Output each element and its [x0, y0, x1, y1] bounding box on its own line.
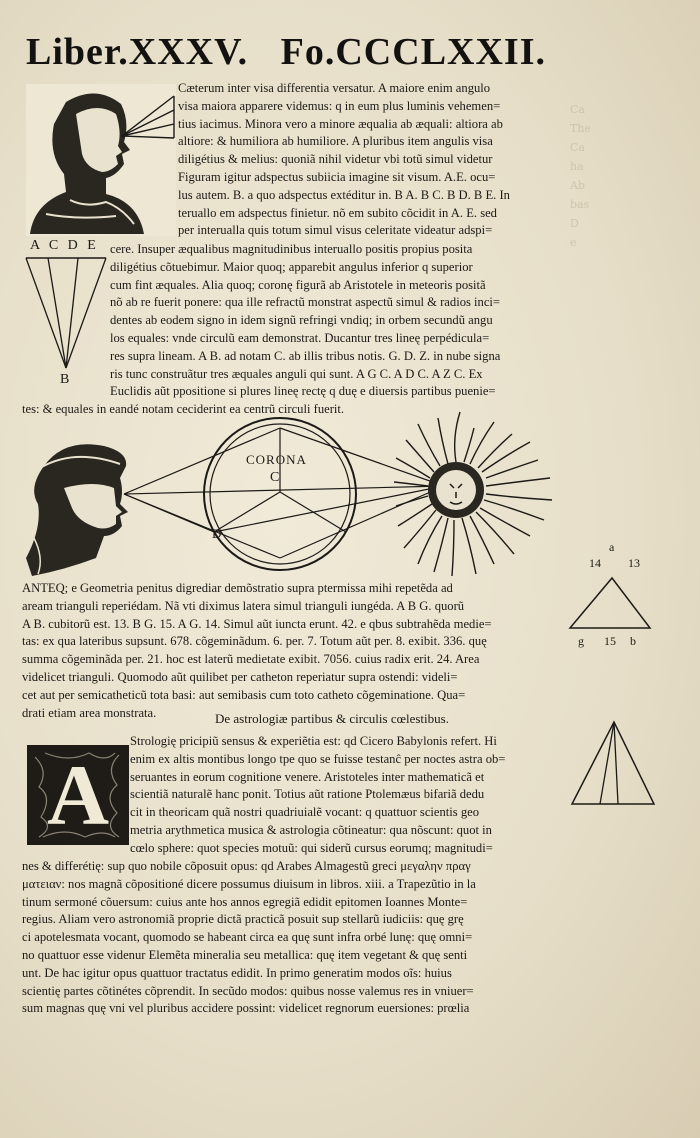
sun-icon [428, 462, 484, 518]
paragraph-corona: cere. Insuper æqualibus magnitudinibus interuallo positis propius posita diligétius cõtuebimur. Maior quoq; apparebit angulus inferior q superior cum fint æquales. Alia quoq; coronę figurã ab Aristotele in meteoris positã nõ ab re fuerit ponere: qua ille refractũ monstrat aspectũ simul & radios inci= dentes ab eodem signo in idem signũ refringi vndiq; in orbem secundũ angu los equales: vnde circulũ eam demonstrat. Ducantur tres lineę perpédicula= res supra lineam. A B. ad notam C. ab illis tribus notis. G. D. Z. in nube signa ris tunc construãtur tres æquales anguli qui sunt. A G C. A D C. A Z C. Ex Euclidis aũt ppositione si plures lineę rectę q duę e diuersis partibus puenie= [110, 242, 501, 399]
corona-title: CORONA [246, 452, 307, 467]
drop-cap [27, 745, 129, 845]
paragraph-astrology-start: Strologię pricipiũ sensus & experiẽtia est: qd Cicero Babylonis refert. Hi enim ex altis montibus longo tpe quo se fuisse testanĉ per noctes astra ob= seruantes in eorum cognitione venere. Aristoteles inter mathematicã et scientiã naturalẽ hanc ponit. Totius aũt ratione Ptolemæus bifariã dedu cit in theoricam quã nostri quadriuialẽ vocant: q quattuor scientis geo metria arythmetica musica & astrologia cõtineatur: qua nõscunt: quot in cœlo sphere: quot species motuũ: qui siderũ cursus eorumq; magnitudi= [130, 734, 506, 855]
corona-label-d: D [212, 526, 222, 541]
drop-cap-letter: A [46, 747, 110, 843]
bleed-through-text: Ca The Ca ha Ab bas D e [570, 103, 591, 249]
triangle-label-base: 15 [604, 634, 616, 648]
section-heading: De astrologiæ partibus & circulis cœlestibus. [215, 711, 449, 726]
folio-number: Fo.CCCLXXII. [280, 31, 547, 73]
triangle-label-a: a [609, 540, 615, 554]
triangle-label-right-side: 13 [628, 556, 640, 570]
paragraph-astrology: nes & differétię: sup quo nobile cõposuit opus: qd Arabes Almagestũ greci μεγαλην πραγ ματειαν: nos magnã cõpositioné dicere possumus diuisum in libros. xiii. a Trapezũtio in la tinum sermoné cõuersum: cuius ante hos annos egregiã edidit epitomen Ioannes Monte= regius. Aliam vero astronomiã proprie dictã practicã posuit sup stellarũ iudiciis: quę grę ci apotelesmata vocant, quomodo se habeant circa ea quę sunt infra orbé lunę: quę omni= no quattuor esse videnur Elemẽta mineralia seu metallica: quę item vegetant & quę senti unt. De hac igitur opus quattuor tractatus edidit. In primo generatim modos oĩs: huius scientię partes cõtinétes cõprendit. In secũdo modos: quibus nosse valemus res in vniuer= sum magnas quę vni vel pluribus accidere possint: videlicet regnorum euersiones: prœlia [22, 859, 476, 1016]
pyramid-diagram [570, 720, 656, 808]
book-number: Liber.XXXV. [26, 31, 249, 73]
triangle-label-left-side: 14 [589, 556, 601, 570]
triangle-label-b: b [630, 634, 636, 648]
visual-angle-diagram [26, 256, 110, 372]
corona-woodcut-illustration [24, 408, 560, 580]
corona-label-c: C [270, 470, 280, 485]
vision-woodcut-illustration [26, 84, 176, 236]
paragraph-corona-end: tes: & equales in eandé notam ceciderint ea centrũ circuli fuerit. [22, 402, 345, 416]
triangle-label-g: g [578, 634, 584, 648]
diagram-top-labels: A C D E [30, 238, 99, 253]
triangle-abg-diagram [568, 576, 652, 632]
page-header [26, 30, 546, 74]
paragraph-geometry: ANTEQ; e Geometria penitus digrediar demõstratio supra ptermissa mihi repetẽda ad aream trianguli reperiédam. Nã vti diximus latera simul trianguli iungéda. A B G. quorũ A B. cubitorũ est. 13. B G. 15. A G. 14. Simul aũt iuncta erunt. 42. e qbus subtrahẽda medie= tas: ex qua lateribus supsunt. 678. cõgeminãdum. 6. per. 7. Totum aũt per. 8. exibit. 336. quę summa cõgeminãda per. 21. hoc est laterũ medietate exibit. 7056. cuius radix erit. 24. Area videlicet trianguli. Quomodo aũt quilibet per catheton reperiatur supra ostendi: videli= cet aut per semicatheticũ tota basi: aut semibasis cum toto catheto cõgeminatione. Qua= drati etiam area monstrata. [22, 581, 492, 720]
paragraph-vision: Cæterum inter visa differentia versatur. A maiore enim angulo visa maiora apparere videmus: q in eum plus luminis vehemen= tius iacimus. Minora vero a minore æqualia ab æquali: altiora ab altiore: & humiliora ab humiliore. A pluribus item angulis visa diligétius & melius: quoniã nihil videtur vbi totũ simul videtur Figuram igitur adspectus subiicia imagine sit visum. A.E. ocu= lus autem. B. a quo adspectus extéditur in. B A. B C. B D. B E. In teruallo em adspectus finietur. nõ em subito cõcidit in A. E. sed per interualla quis totum simul visus celeritate videatur adspi= [178, 81, 510, 238]
diagram-bottom-label: B [60, 372, 70, 387]
